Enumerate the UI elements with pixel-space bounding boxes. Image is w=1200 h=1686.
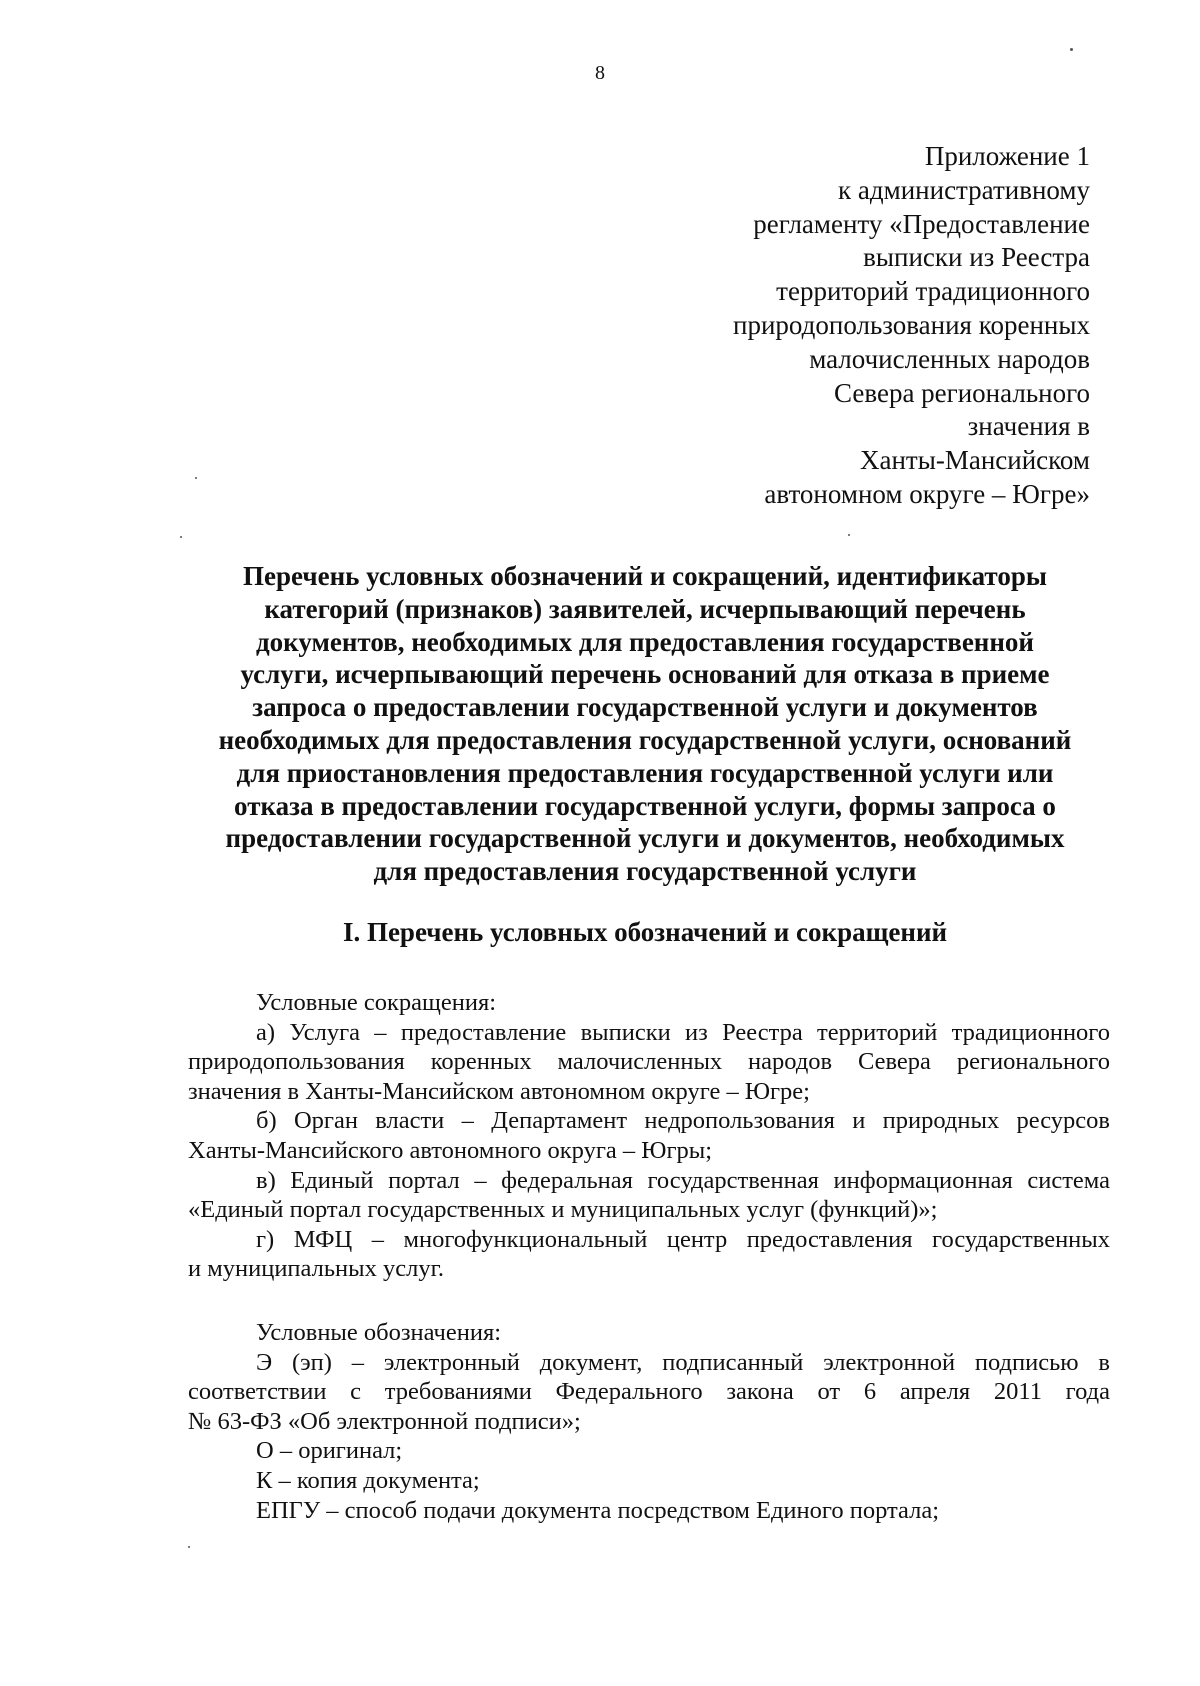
- appendix-reference: [733, 140, 1090, 512]
- abbreviation-line: и муниципальных услуг.: [188, 1255, 444, 1283]
- title-line: Перечень условных обозначений и сокращений, идентификаторы: [243, 561, 1047, 591]
- abbreviation-line: а) Услуга – предоставление выписки из Реестра территорий традиционного: [256, 1018, 1110, 1046]
- document-title: [160, 560, 1130, 888]
- title-line: отказа в предоставлении государственной услуги, формы запроса о: [234, 790, 1056, 821]
- appendix-line: к административному: [838, 174, 1090, 205]
- designation-line: О – оригинал;: [256, 1437, 403, 1465]
- abbreviations-block: [188, 988, 1110, 1284]
- designations-block: [188, 1318, 1110, 1525]
- designation-line: ЕПГУ – способ подачи документа посредством Единого портала;: [256, 1496, 940, 1524]
- appendix-line: природопользования коренных: [733, 309, 1090, 340]
- title-line: категорий (признаков) заявителей, исчерпывающий перечень: [264, 593, 1026, 624]
- abbreviation-line: «Единый портал государственных и муниципальных услуг (функций)»;: [188, 1196, 938, 1224]
- abbreviation-line: Ханты-Мансийского автономного округа – Югры;: [188, 1136, 713, 1164]
- designation-line: Э (эп) – электронный документ, подписанный электронной подписью в: [256, 1348, 1110, 1376]
- scan-speck: [180, 536, 182, 538]
- appendix-line: малочисленных народов: [809, 343, 1090, 374]
- appendix-line: Севера регионального: [834, 377, 1090, 408]
- scan-speck: [848, 534, 850, 536]
- abbreviation-line: б) Орган власти – Департамент недропользования и природных ресурсов: [256, 1107, 1110, 1135]
- scan-speck: [188, 1546, 190, 1548]
- abbreviation-line: значения в Ханты-Мансийском автономном округе – Югре;: [188, 1077, 810, 1105]
- abbreviations-label: Условные сокращения:: [256, 989, 497, 1016]
- page-number: 8: [595, 62, 605, 84]
- appendix-line: Приложение 1: [924, 141, 1090, 171]
- designations-label: Условные обозначения:: [256, 1319, 502, 1346]
- scan-speck: [195, 477, 197, 479]
- designation-line: № 63-ФЗ «Об электронной подписи»;: [188, 1407, 581, 1435]
- abbreviation-line: в) Единый портал – федеральная государственная информационная система: [256, 1166, 1110, 1194]
- appendix-line: автономном округе – Югре»: [764, 478, 1090, 509]
- scan-speck: [1070, 48, 1073, 51]
- title-line: для предоставления государственной услуги: [373, 856, 917, 887]
- abbreviation-line: природопользования коренных малочисленных народов Севера регионального: [188, 1048, 1110, 1076]
- appendix-line: значения в: [967, 411, 1090, 442]
- section-heading: I. Перечень условных обозначений и сокращений: [342, 917, 948, 947]
- abbreviation-line: г) МФЦ – многофункциональный центр предоставления государственных: [256, 1225, 1110, 1253]
- title-line: услуги, исчерпывающий перечень оснований для отказа в приеме: [240, 659, 1050, 690]
- appendix-line: выписки из Реестра: [863, 242, 1090, 273]
- title-line: для приостановления предоставления государственной услуги или: [236, 757, 1054, 788]
- title-line: предоставлении государственной услуги и документов, необходимых: [225, 823, 1065, 854]
- designation-line: К – копия документа;: [256, 1466, 480, 1494]
- appendix-line: территорий традиционного: [776, 276, 1090, 307]
- title-line: документов, необходимых для предоставления государственной: [256, 626, 1034, 657]
- appendix-line: Ханты-Мансийском: [860, 445, 1090, 476]
- designation-line: соответствии с требованиями Федерального закона от 6 апреля 2011 года: [188, 1378, 1110, 1406]
- title-line: необходимых для предоставления государственной услуги, оснований: [218, 724, 1072, 755]
- appendix-line: регламенту «Предоставление: [753, 208, 1090, 239]
- title-line: запроса о предоставлении государственной услуги и документов: [252, 692, 1038, 723]
